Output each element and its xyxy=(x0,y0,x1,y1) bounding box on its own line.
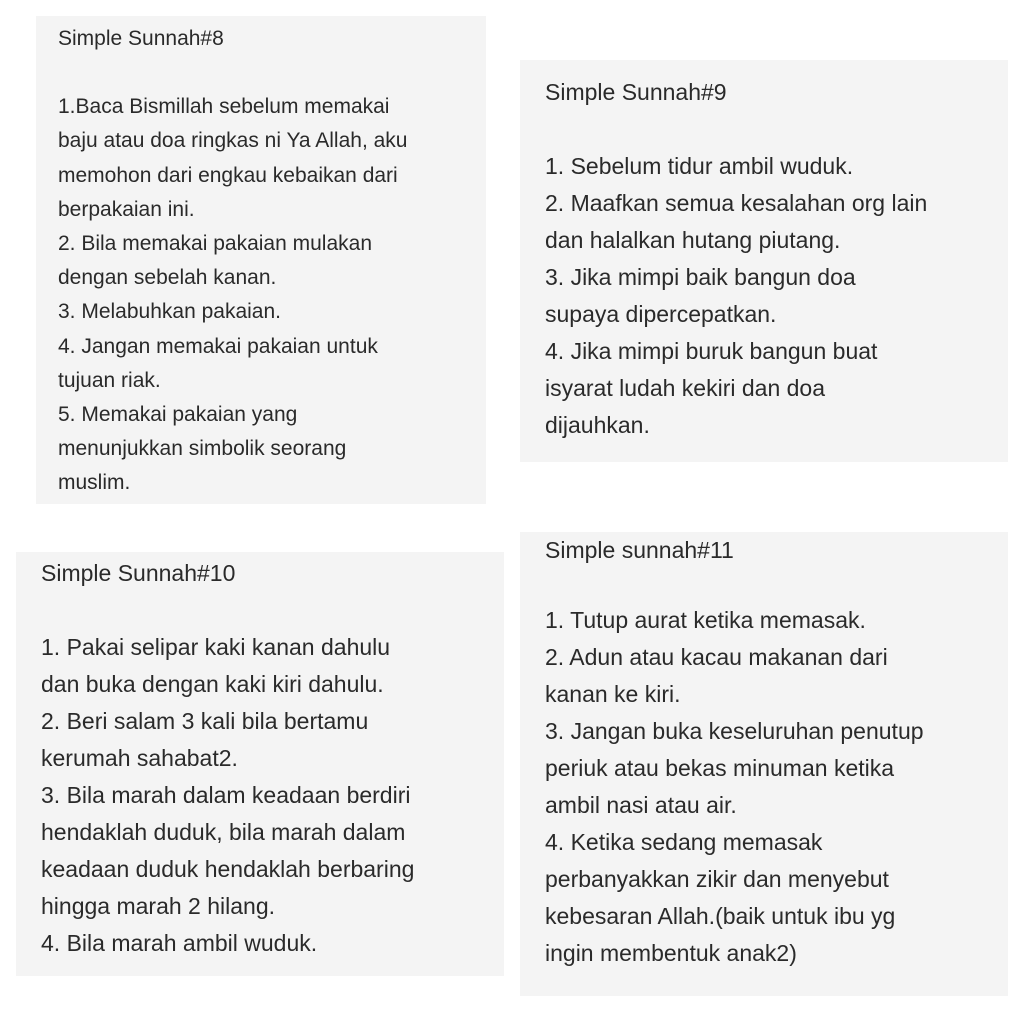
note-line: 4. Jika mimpi buruk bangun buat xyxy=(545,338,878,364)
note-line: dan halalkan hutang piutang. xyxy=(545,227,841,253)
note-simple-sunnah-8 xyxy=(36,16,486,504)
note-line: 1. Pakai selipar kaki kanan dahulu xyxy=(41,634,391,660)
note-line: supaya dipercepatkan. xyxy=(545,301,777,327)
note-title: Simple Sunnah#10 xyxy=(41,560,236,586)
note-title: Simple sunnah#11 xyxy=(545,537,734,563)
note-line: baju atau doa ringkas ni Ya Allah, aku xyxy=(58,129,408,153)
note-line: 1. Sebelum tidur ambil wuduk. xyxy=(545,153,854,179)
note-line: keadaan duduk hendaklah berbaring xyxy=(41,856,415,882)
note-line: perbanyakkan zikir dan menyebut xyxy=(545,866,889,892)
note-line: 3. Bila marah dalam keadaan berdiri xyxy=(41,782,411,808)
note-line: 2. Maafkan semua kesalahan org lain xyxy=(545,190,928,216)
note-line: 5. Memakai pakaian yang xyxy=(58,403,298,427)
note-simple-sunnah-11 xyxy=(520,532,1008,996)
note-line: hingga marah 2 hilang. xyxy=(41,893,275,919)
note-line: 4. Bila marah ambil wuduk. xyxy=(41,930,318,956)
note-line: dengan sebelah kanan. xyxy=(58,266,277,290)
note-line: 4. Ketika sedang memasak xyxy=(545,829,823,855)
note-title: Simple Sunnah#8 xyxy=(58,27,224,50)
note-line: 4. Jangan memakai pakaian untuk xyxy=(58,334,378,358)
note-line: ambil nasi atau air. xyxy=(545,792,737,818)
note-line: 1.Baca Bismillah sebelum memakai xyxy=(58,95,390,119)
note-line: hendaklah duduk, bila marah dalam xyxy=(41,819,406,845)
note-line: 1. Tutup aurat ketika memasak. xyxy=(545,607,866,633)
note-line: ingin membentuk anak2) xyxy=(545,940,797,966)
note-line: memohon dari engkau kebaikan dari xyxy=(58,163,398,187)
note-line: kebesaran Allah.(baik untuk ibu yg xyxy=(545,903,896,929)
note-line: 2. Adun atau kacau makanan dari xyxy=(545,644,888,670)
note-line: kanan ke kiri. xyxy=(545,681,681,707)
note-line: tujuan riak. xyxy=(58,368,161,392)
note-line: 2. Bila memakai pakaian mulakan xyxy=(58,232,372,256)
note-line: 3. Jika mimpi baik bangun doa xyxy=(545,264,856,290)
note-simple-sunnah-9 xyxy=(520,60,1008,462)
note-line: menunjukkan simbolik seorang xyxy=(58,437,347,461)
note-line: 3. Jangan buka keseluruhan penutup xyxy=(545,718,924,744)
note-title: Simple Sunnah#9 xyxy=(545,79,727,105)
note-line: 3. Melabuhkan pakaian. xyxy=(58,300,281,324)
note-line: 2. Beri salam 3 kali bila bertamu xyxy=(41,708,369,734)
note-line: kerumah sahabat2. xyxy=(41,745,238,771)
note-line: isyarat ludah kekiri dan doa xyxy=(545,375,825,401)
note-line: dan buka dengan kaki kiri dahulu. xyxy=(41,671,384,697)
note-line: berpakaian ini. xyxy=(58,197,195,221)
note-simple-sunnah-10 xyxy=(16,552,504,976)
note-line: dijauhkan. xyxy=(545,412,650,438)
note-line: periuk atau bekas minuman ketika xyxy=(545,755,895,781)
note-line: muslim. xyxy=(58,471,131,495)
